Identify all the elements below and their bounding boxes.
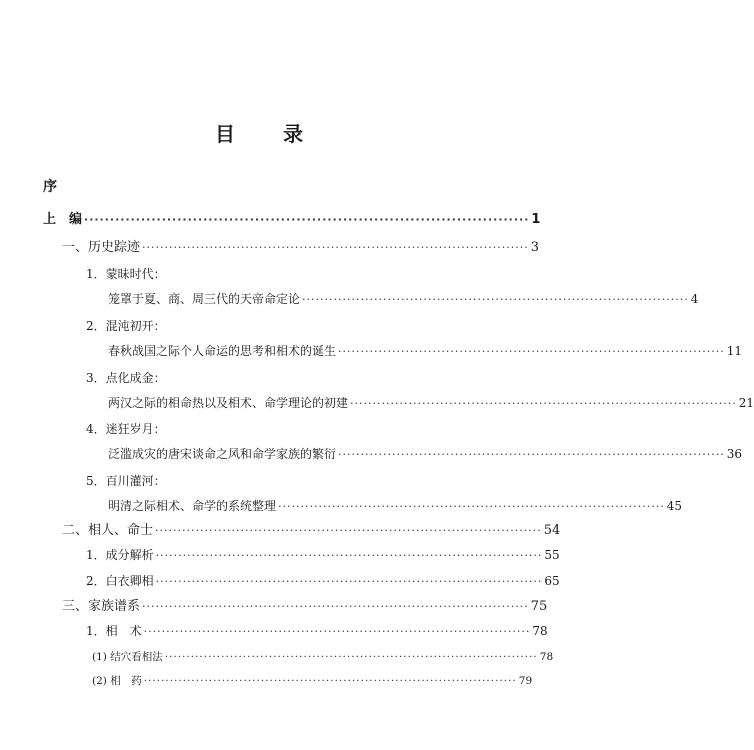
toc-entry-label: 2．白衣卿相: [86, 574, 154, 588]
toc-page-number: 79: [518, 675, 533, 687]
page-title-char-2: 录: [283, 122, 303, 146]
toc-page-number: 78: [532, 624, 548, 638]
toc-entry-label: 3．点化成金：: [86, 371, 166, 385]
toc-entry-label: (1) 结穴看相法: [92, 651, 163, 663]
leader-dots: ······················································································: [142, 241, 529, 254]
toc-entry-label: 5．百川灌河：: [86, 474, 166, 488]
toc-entry-label: 笼罩于夏、商、周三代的天帝命定论: [108, 292, 301, 306]
leader-dots: ······················································································: [143, 675, 517, 687]
toc-page-number: 21: [738, 396, 754, 410]
toc-entry-subtitle-1-1[interactable]: [108, 290, 699, 308]
toc-entry-section-1-5[interactable]: [86, 472, 166, 490]
toc-entry-label: 三、家族谱系: [62, 599, 141, 614]
leader-dots: ······················································································: [278, 500, 665, 513]
toc-entry-subsection-3-1-1[interactable]: [92, 648, 554, 666]
toc-entry-section-1-4[interactable]: [86, 420, 166, 438]
toc-entry-subtitle-1-3[interactable]: [108, 394, 754, 412]
toc-entry-label: 2．混沌初开：: [86, 319, 166, 333]
toc-entry-subtitle-1-4[interactable]: [108, 445, 743, 463]
toc-entry-label: 二、相人、命士: [62, 523, 154, 538]
toc-entry-section-3-1[interactable]: [86, 622, 548, 640]
toc-page-number: 11: [726, 344, 743, 358]
toc-entry-chapter-2[interactable]: [62, 522, 561, 540]
leader-dots: ······················································································: [338, 345, 725, 358]
leader-dots: ······················································································: [155, 575, 543, 588]
toc-entry-label: (2) 相 药: [92, 675, 142, 687]
toc-entry-section-2-2[interactable]: [86, 572, 560, 590]
toc-entry-section-2-1[interactable]: [86, 546, 560, 564]
toc-entry-subtitle-1-5[interactable]: [108, 497, 683, 515]
leader-dots: ······················································································: [142, 600, 529, 613]
toc-entry-subsection-3-1-2[interactable]: [92, 672, 533, 690]
leader-dots: ······················································································: [164, 651, 538, 663]
toc-page-number: 45: [666, 499, 683, 513]
toc-page-number: 3: [530, 240, 540, 255]
toc-page-number: 36: [726, 447, 743, 461]
toc-page-number: 55: [544, 548, 560, 562]
toc-entry-section-1-3[interactable]: [86, 369, 166, 387]
toc-entry-label: 上 编: [43, 212, 83, 227]
toc-page-number: 75: [530, 599, 548, 614]
leader-dots: ······················································································: [155, 549, 543, 562]
leader-dots: ······················································································: [84, 213, 530, 226]
toc-entry-label: 1．成分解析: [86, 548, 154, 562]
toc-page-number: 1: [531, 212, 541, 227]
toc-entry-label: 两汉之际的相命热以及相术、命学理论的初建: [108, 396, 349, 410]
toc-entry-section-1-1[interactable]: [86, 265, 166, 283]
toc-entry-subtitle-1-2[interactable]: [108, 342, 743, 360]
leader-dots: ······················································································: [143, 625, 531, 638]
leader-dots: ······················································································: [338, 448, 725, 461]
toc-entry-label: 一、历史踪迹: [62, 240, 141, 255]
toc-entry-chapter-1[interactable]: [62, 239, 540, 257]
leader-dots: ······················································································: [155, 524, 542, 537]
toc-entry-section-1-2[interactable]: [86, 317, 166, 335]
toc-page-number: 4: [690, 292, 699, 306]
leader-dots: ······················································································: [350, 397, 737, 410]
toc-entry-part-1[interactable]: [43, 211, 541, 229]
toc-entry-label: 1．蒙昧时代：: [86, 267, 166, 281]
leader-dots: ······················································································: [302, 293, 689, 306]
toc-preface-heading: 序: [43, 179, 57, 195]
toc-page-number: 65: [544, 574, 560, 588]
toc-entry-label: 4．迷狂岁月：: [86, 422, 166, 436]
toc-entry-label: 泛滥成灾的唐宋谈命之风和命学家族的繁衍: [108, 447, 337, 461]
toc-page-number: 54: [543, 523, 561, 538]
toc-entry-label: 明清之际相术、命学的系统整理: [108, 499, 277, 513]
toc-page-number: 78: [539, 651, 554, 663]
toc-entry-label: 春秋战国之际个人命运的思考和相术的诞生: [108, 344, 337, 358]
toc-entry-chapter-3[interactable]: [62, 598, 548, 616]
page-title-char-1: 目: [215, 122, 235, 146]
toc-entry-label: 1．相 术: [86, 624, 142, 638]
